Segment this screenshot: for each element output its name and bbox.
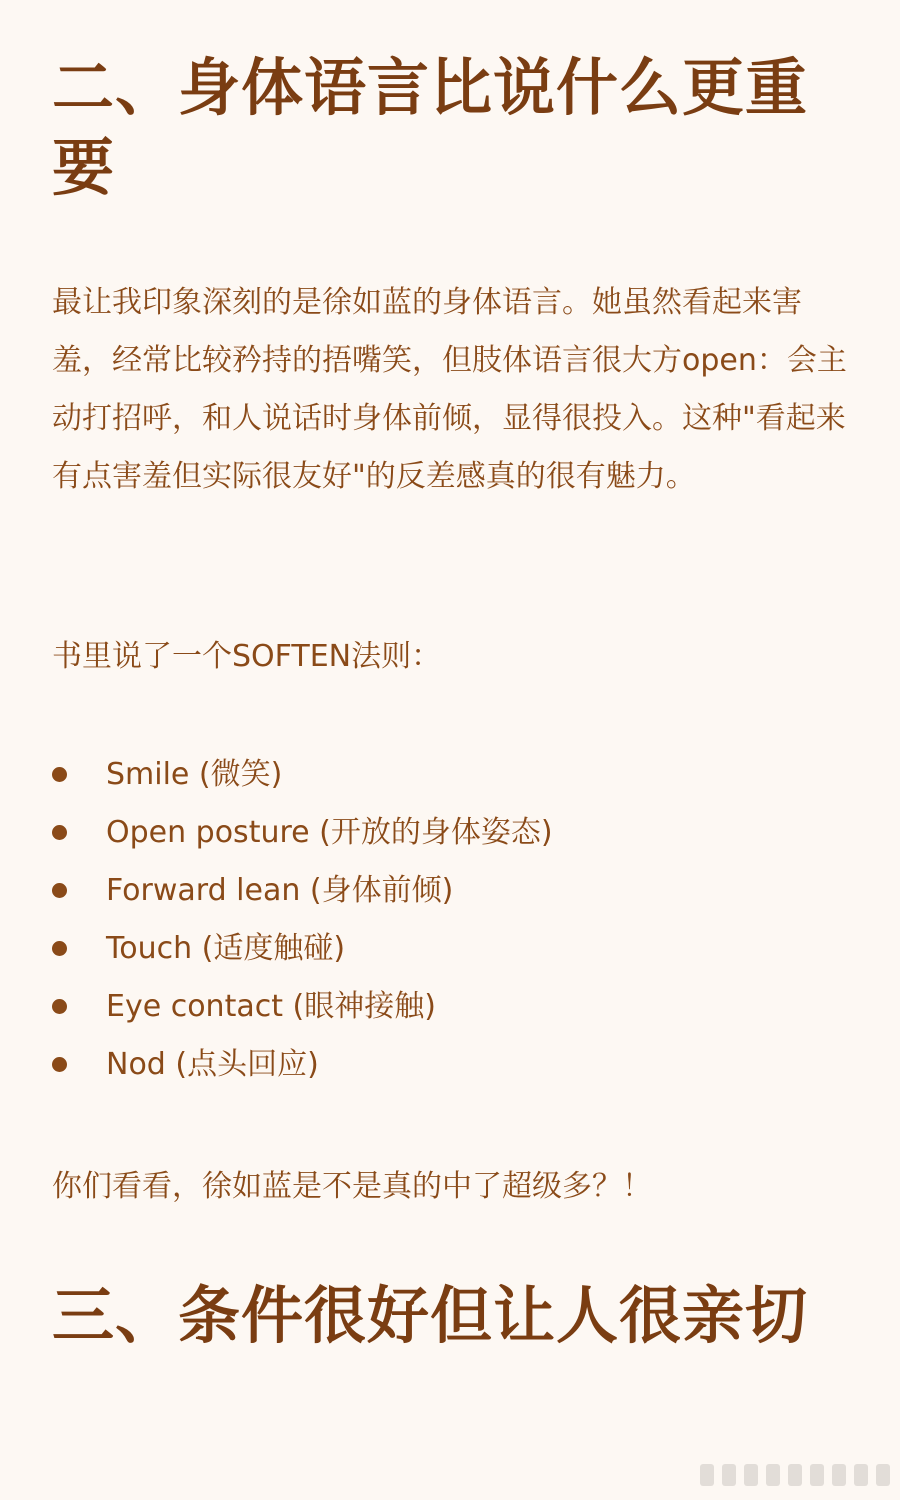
soften-item-label: Smile (微笑): [106, 757, 283, 792]
soften-item-forward-lean: [52, 862, 852, 920]
soften-item-nod: [52, 1036, 852, 1094]
scroll-segment: [766, 1464, 780, 1486]
section-heading-body-language: 二、身体语言比说什么更重要: [52, 51, 809, 204]
paragraph-body-language-impression: 最让我印象深刻的是徐如蓝的身体语言。她虽然看起来害羞，经常比较矜持的捂嘴笑，但肢体语言很大方open：会主动打招呼，和人说话时身体前倾，显得很投入。这种"看起来有点害羞但实际很友好"的反差感真的很有魅力。: [52, 285, 847, 494]
scroll-segment: [700, 1464, 714, 1486]
scroll-segment: [832, 1464, 846, 1486]
paragraph-soften-intro: 书里说了一个SOFTEN法则：: [52, 639, 442, 674]
soften-item-touch: [52, 920, 852, 978]
scroll-segment: [876, 1464, 890, 1486]
scroll-segment: [788, 1464, 802, 1486]
soften-item-smile: [52, 746, 852, 804]
scroll-segment: [854, 1464, 868, 1486]
bullet-icon: [52, 825, 67, 840]
soften-item-label: Eye contact (眼神接触): [106, 989, 436, 1024]
scroll-segment: [810, 1464, 824, 1486]
soften-list: [52, 746, 852, 1094]
bullet-icon: [52, 941, 67, 956]
section-heading-approachable: 三、条件很好但让人很亲切: [52, 1279, 809, 1352]
soften-item-label: Touch (适度触碰): [106, 931, 346, 966]
scroll-segment: [722, 1464, 736, 1486]
scroll-segment: [744, 1464, 758, 1486]
soften-item-label: Nod (点头回应): [106, 1047, 319, 1082]
paragraph-closing-question: 你们看看，徐如蓝是不是真的中了超级多？！: [52, 1169, 652, 1204]
soften-item-eye-contact: [52, 978, 852, 1036]
page-scroll-indicator[interactable]: [700, 1464, 890, 1486]
bullet-icon: [52, 883, 67, 898]
soften-item-label: Forward lean (身体前倾): [106, 873, 454, 908]
soften-item-label: Open posture (开放的身体姿态): [106, 815, 553, 850]
soften-item-open-posture: [52, 804, 852, 862]
bullet-icon: [52, 767, 67, 782]
bullet-icon: [52, 1057, 67, 1072]
bullet-icon: [52, 999, 67, 1014]
